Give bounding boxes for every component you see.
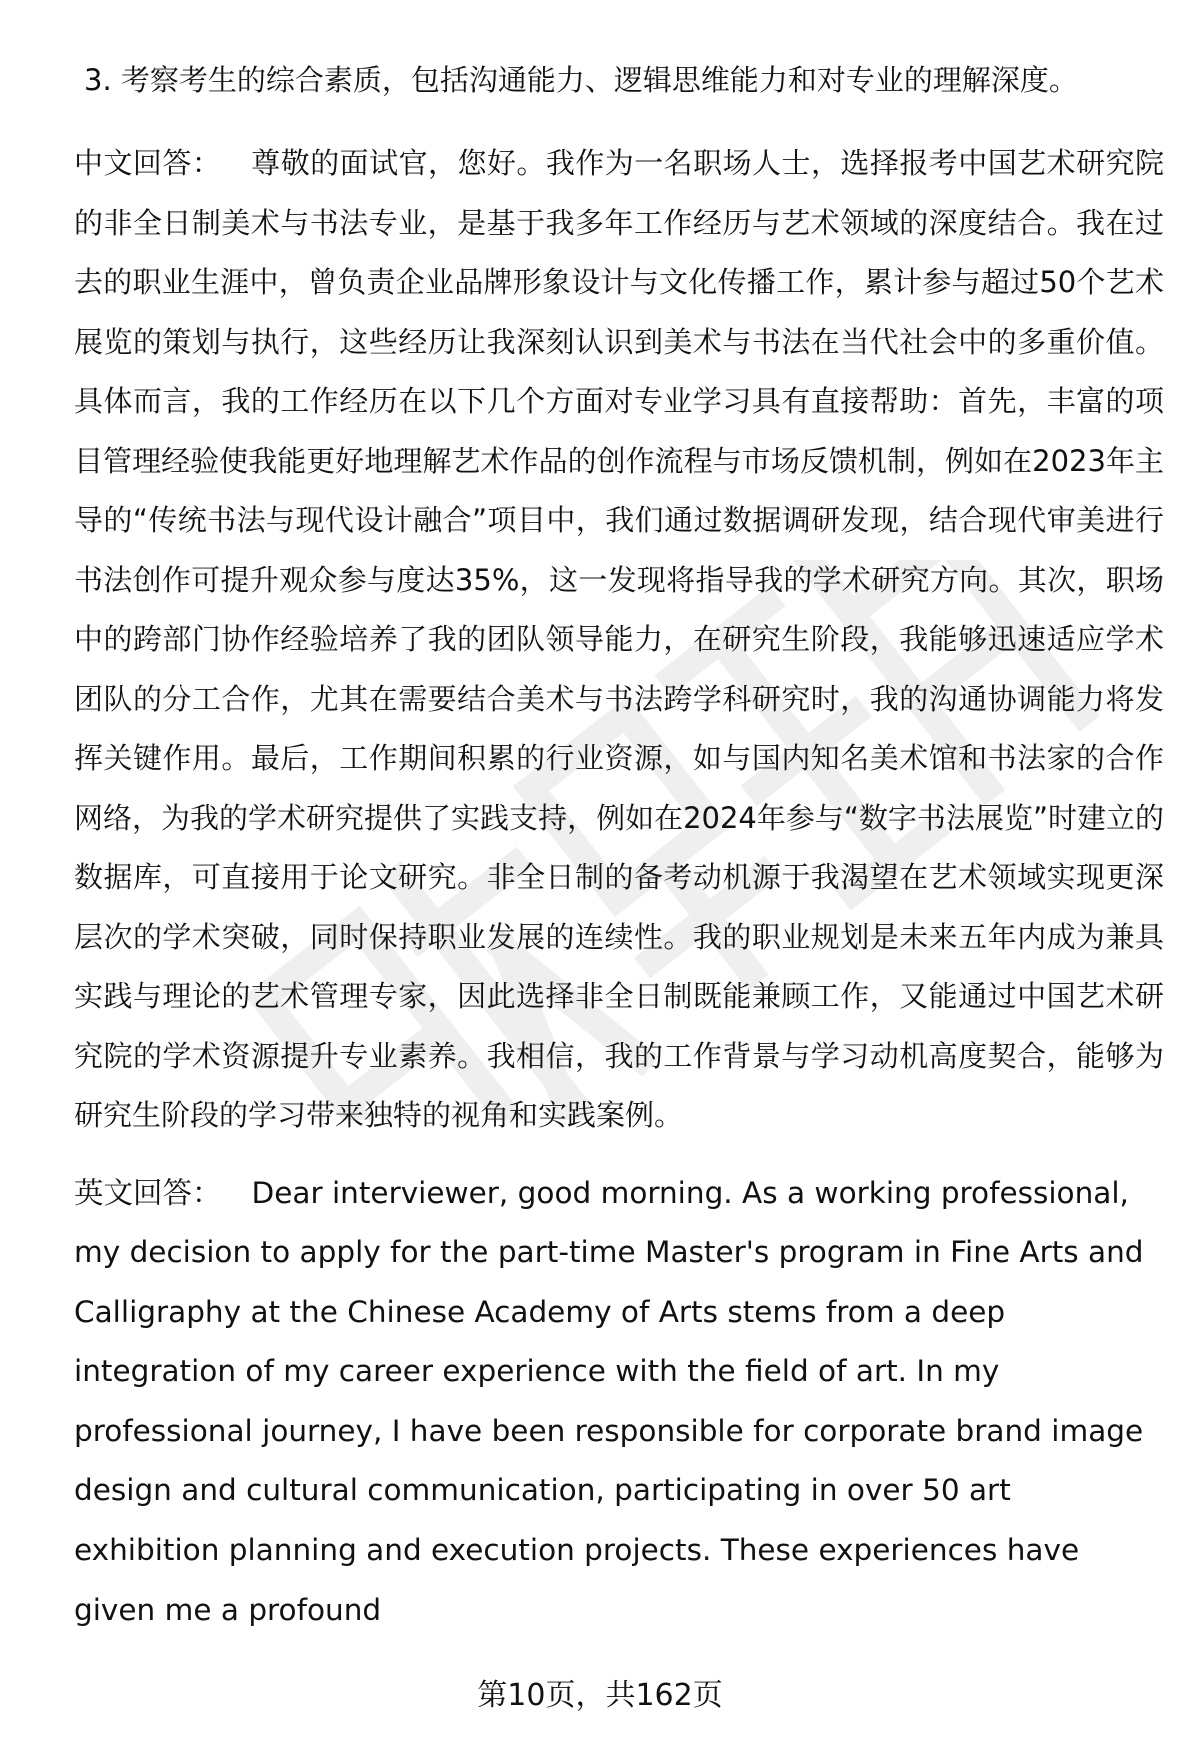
page-indicator: 第10页，共162页 [477,1678,723,1713]
english-answer-label: 英文回答： [74,1175,222,1210]
chinese-answer-label: 中文回答： [74,146,222,180]
english-answer-text: Dear interviewer, good morning. As a working professional, my decision to apply for the part-time Master's program in Fine Arts and Calligraphy at the Chinese Academy of Arts stems from a deep integration of my career experience with the field of art. In my professional journey, I have been responsible for corporate brand image design and cultural communication, participating in over 50 art exhibition planning and execution projects. These experiences have given me a profound [74,1175,1144,1627]
chinese-answer-paragraph [74,134,1164,1146]
chinese-answer-text: 尊敬的面试官，您好。我作为一名职场人士，选择报考中国艺术研究院的非全日制美术与书法专业，是基于我多年工作经历与艺术领域的深度结合。我在过去的职业生涯中，曾负责企业品牌形象设计与文化传播工作，累计参与超过50个艺术展览的策划与执行，这些经历让我深刻认识到美术与书法在当代社会中的多重价值。具体而言，我的工作经历在以下几个方面对专业学习具有直接帮助：首先，丰富的项目管理经验使我能更好地理解艺术作品的创作流程与市场反馈机制，例如在2023年主导的“传统书法与现代设计融合”项目中，我们通过数据调研发现，结合现代审美进行书法创作可提升观众参与度达35%，这一发现将指导我的学术研究方向。其次，职场中的跨部门协作经验培养了我的团队领导能力，在研究生阶段，我能够迅速适应学术团队的分工合作，尤其在需要结合美术与书法跨学科研究时，我的沟通协调能力将发挥关键作用。最后，工作期间积累的行业资源，如与国内知名美术馆和书法家的合作网络，为我的学术研究提供了实践支持，例如在2024年参与“数字书法展览”时建立的数据库，可直接用于论文研究。非全日制的备考动机源于我渴望在艺术领域实现更深层次的学术突破，同时保持职业发展的连续性。我的职业规划是未来五年内成为兼具实践与理论的艺术管理专家，因此选择非全日制既能兼顾工作，又能通过中国艺术研究院的学术资源提升专业素养。我相信，我的工作背景与学习动机高度契合，能够为研究生阶段的学习带来独特的视角和实践案例。 [74,146,1164,1132]
document-body [74,60,1164,1640]
criteria-item: 3. 考察考生的综合素质，包括沟通能力、逻辑思维能力和对专业的理解深度。 [84,63,1078,97]
english-answer-paragraph [74,1164,1164,1641]
